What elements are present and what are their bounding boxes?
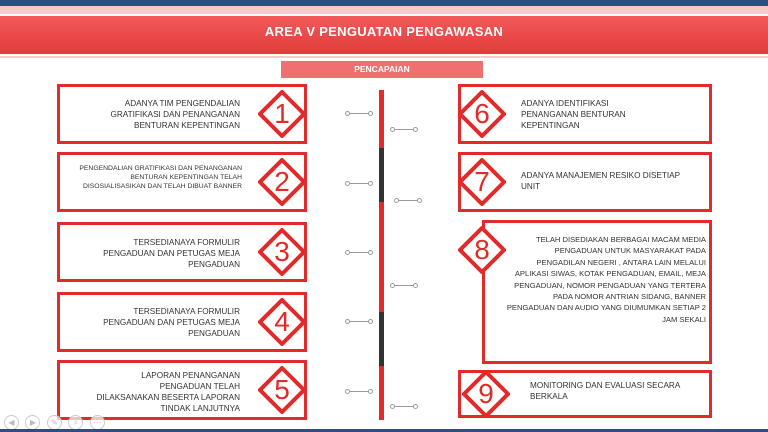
badge-number: 9 <box>478 378 494 409</box>
presentation-controls <box>4 412 107 428</box>
badge-number: 2 <box>274 166 290 197</box>
next-slide-icon[interactable]: ▶ <box>25 415 40 430</box>
connector-line <box>397 200 419 201</box>
achievement-text-6: ADANYA IDENTIFIKASI PENANGANAN BENTURAN KEPENTINGAN <box>521 99 626 130</box>
achievement-text-5: LAPORAN PENANGANAN PENGADUAN TELAH DILAKSANAKAN BESERTA LAPORAN TINDAK LANJUTNYA <box>96 371 240 413</box>
achievement-text-1: ADANYA TIM PENGENDALIAN GRATIFIKASI DAN PENANGANAN BENTURAN KEPENTINGAN <box>110 99 240 130</box>
badge-number: 1 <box>274 98 290 129</box>
more-options-icon[interactable]: ⋯ <box>90 415 105 430</box>
achievement-text-3: TERSEDIANAYA FORMULIR PENGADUAN DAN PETUGAS MEJA PENGADUAN <box>103 238 240 269</box>
badge-number: 8 <box>474 234 490 265</box>
connector-line <box>348 252 370 253</box>
top-stripe <box>0 6 768 14</box>
banner-divider <box>0 56 768 58</box>
connector-line <box>393 129 415 130</box>
section-label: PENCAPAIAN <box>281 61 483 78</box>
connector-line <box>348 391 370 392</box>
badge-number: 4 <box>274 306 290 337</box>
connector-line <box>393 285 415 286</box>
timeline-segment <box>379 148 384 202</box>
connector-line <box>348 321 370 322</box>
timeline-segment <box>379 366 384 420</box>
achievement-text-4: TERSEDIANAYA FORMULIR PENGADUAN DAN PETUGAS MEJA PENGADUAN <box>103 307 240 338</box>
timeline-segment <box>379 312 384 366</box>
achievement-text-2: PENGENDALIAN GRATIFIKASI DAN PENANGANAN BENTURAN KEPENTINGAN TELAH DISOSIALISASIKAN DAN TELAH DIBUAT BANNER <box>79 165 242 190</box>
badge-number: 5 <box>274 374 290 405</box>
achievement-text-9: MONITORING DAN EVALUASI SECARA BERKALA <box>530 381 680 401</box>
badge-number: 6 <box>474 98 490 129</box>
badge-number: 3 <box>274 236 290 267</box>
badge-number: 7 <box>474 166 490 197</box>
achievement-text-8: TELAH DISEDIAKAN BERBAGAI MACAM MEDIA PENGADUAN UNTUK MASYARAKAT PADA PENGADILAN NEGERI , ANTARA LAIN MELALUI APLIKASI SIWAS, KOTAK PENGADUAN, EMAIL, MEJA PENGADUAN, NOMOR PENGADUAN YANG TERTERA PADA NOMOR ANTRIAN SIDANG, BANNER PENGADUAN DAN AUDIO YANG DIUMUMKAN SETIAP 2 JAM SEKALI <box>506 235 706 324</box>
connector-line <box>348 183 370 184</box>
timeline-segment <box>379 90 384 148</box>
achievement-text-7: ADANYA MANAJEMEN RESIKO DISETIAP UNIT <box>521 171 680 191</box>
previous-slide-icon[interactable]: ◀ <box>4 415 19 430</box>
connector-line <box>393 406 415 407</box>
timeline-segment <box>379 202 384 312</box>
connector-line <box>348 113 370 114</box>
pen-icon[interactable]: ✎ <box>47 415 62 430</box>
page-title: AREA V PENGUATAN PENGAWASAN <box>264 24 504 39</box>
zoom-icon[interactable]: ⌕ <box>68 415 83 430</box>
